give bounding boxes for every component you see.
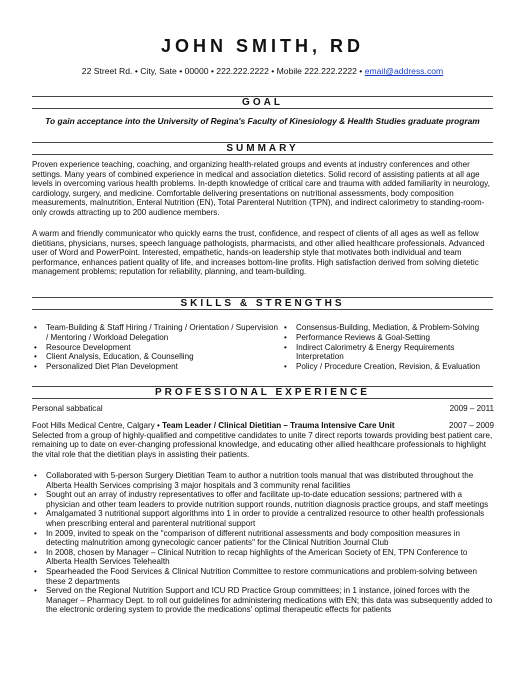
candidate-name: JOHN SMITH, RD bbox=[160, 36, 364, 56]
skill-item: • Consensus-Building, Mediation, & Problem-Solving bbox=[282, 323, 492, 333]
contact-line bbox=[0, 66, 525, 76]
skills-list-left bbox=[32, 323, 280, 372]
job-entry-sabbatical bbox=[32, 404, 494, 414]
skill-item: • Team-Building & Staff Hiring / Training / Orientation / Supervision / Mentoring / Workload Delegation bbox=[32, 323, 280, 343]
job-entry-foothills bbox=[32, 421, 494, 459]
achievement-item: • Served on the Regional Nutrition Support and ICU RD Practice Group committees; in 1 instance, joined forces with the Manager – Pharmacy Dept. to roll out guidelines for administering medications with EN; this data was subsequently added to the electronic ordering system to provide the medications' optimal therapeutic effects for patients bbox=[32, 586, 494, 615]
achievement-item: • In 2009, invited to speak on the "comparison of different nutritional assessments and body composition measures in detecting malnutrition among gynecologic cancer patients" for the Clinical Nutrition Journal Club bbox=[32, 529, 494, 548]
skill-item: • Personalized Diet Plan Development bbox=[32, 362, 280, 372]
summary-paragraph-1: Proven experience teaching, coaching, and organizing health-related groups and events at industry conferences and other settings. Many years of combined experience in medical and association dietetics. Solid record of assisting patients at all age levels in overcoming various health problems. In-depth knowledge of critical care and trauma with added familiarity in neurology, cardiology, surgery, and medicine. Comfortable delivering presentations on nutritional assessments, body composition measurements, malnutrition, Enteral Nutrition (EN), Total Parenteral Nutrition (TPN), and indirect calorimetry to standing-room-only crowds attracting up to 200 audience members. bbox=[32, 160, 490, 217]
skills-list-right bbox=[282, 323, 492, 372]
achievement-item: • In 2008, chosen by Manager – Clinical Nutrition to recap highlights of the American Society of EN, TPN Conference to Alberta Health Services Telehealth bbox=[32, 548, 494, 567]
contact-details: 22 Street Rd. • City, Sate • 00000 • 222.222.2222 • Mobile 222.222.2222 • bbox=[81, 66, 365, 76]
job-title: Personal sabbatical bbox=[32, 404, 103, 413]
job-dates: 2007 – 2009 bbox=[448, 421, 494, 430]
skill-item: • Indirect Calorimetry & Energy Requirements Interpretation bbox=[282, 343, 492, 363]
goal-heading: GOAL bbox=[32, 96, 493, 109]
job-description: Selected from a group of highly-qualified and competitive candidates to unite 7 direct reports towards providing best patient care, remaining up to date on ever-changing professional knowledge, and educating other allied healthcare professionals to highlight the vital role that the dietitian plays in assisting their patients. bbox=[32, 430, 493, 459]
achievement-item: • Sought out an array of industry representatives to offer and facilitate up-to-date education sessions; partnered with a physician and other team leaders to provide nutrition support rounds, nutrition diagnosis practice groups, and staff meetings bbox=[32, 490, 494, 509]
achievement-item: • Collaborated with 5-person Surgery Dietitian Team to author a nutrition tools manual that was distributed throughout the Alberta Health Services comprising 3 major hospitals and 3 community renal facilities bbox=[32, 471, 494, 490]
skills-heading: SKILLS & STRENGTHS bbox=[32, 297, 493, 310]
experience-heading: PROFESSIONAL EXPERIENCE bbox=[32, 386, 493, 399]
summary-paragraph-2: A warm and friendly communicator who quickly earns the trust, confidence, and respect of clients of all ages as well as fellow dietitians, physicians, nurses, speech language pathologists, pharmacists, and other allied healthcare professionals. Advanced user of Word and PowerPoint. Interested, empathetic, hands-on leadership style that motivates both individual and team performance, enhances patient quality of life, and increases bottom-line profits. High satisfaction derived from solving dietetic management problems; reputation for reliability, planning, and team-building. bbox=[32, 229, 485, 277]
achievement-item: • Spearheaded the Food Services & Clinical Nutrition Committee to restore communications and problem-solving between these 2 departments bbox=[32, 567, 494, 586]
job-title: Team Leader / Clinical Dietitian – Trauma Intensive Care Unit bbox=[162, 421, 395, 430]
job-achievements bbox=[32, 471, 494, 615]
email-link[interactable]: email@address.com bbox=[364, 66, 444, 76]
job-dates: 2009 – 2011 bbox=[449, 404, 494, 413]
achievement-item: • Amalgamated 3 nutritional support algorithms into 1 in order to provide a centralized resource to other health professionals when prescribing enteral and parenteral nutritional support bbox=[32, 509, 494, 528]
skill-item: • Performance Reviews & Goal-Setting bbox=[282, 333, 492, 343]
skill-item: • Client Analysis, Education, & Counselling bbox=[32, 352, 280, 362]
skill-item: • Policy / Procedure Creation, Revision, & Evaluation bbox=[282, 362, 492, 372]
summary-heading: SUMMARY bbox=[32, 142, 493, 155]
job-organization: Foot Hills Medical Centre, Calgary • bbox=[32, 421, 163, 430]
skill-item: • Resource Development bbox=[32, 343, 280, 353]
goal-statement: To gain acceptance into the University of Regina's Faculty of Kinesiology & Health Studies graduate program bbox=[45, 116, 480, 126]
